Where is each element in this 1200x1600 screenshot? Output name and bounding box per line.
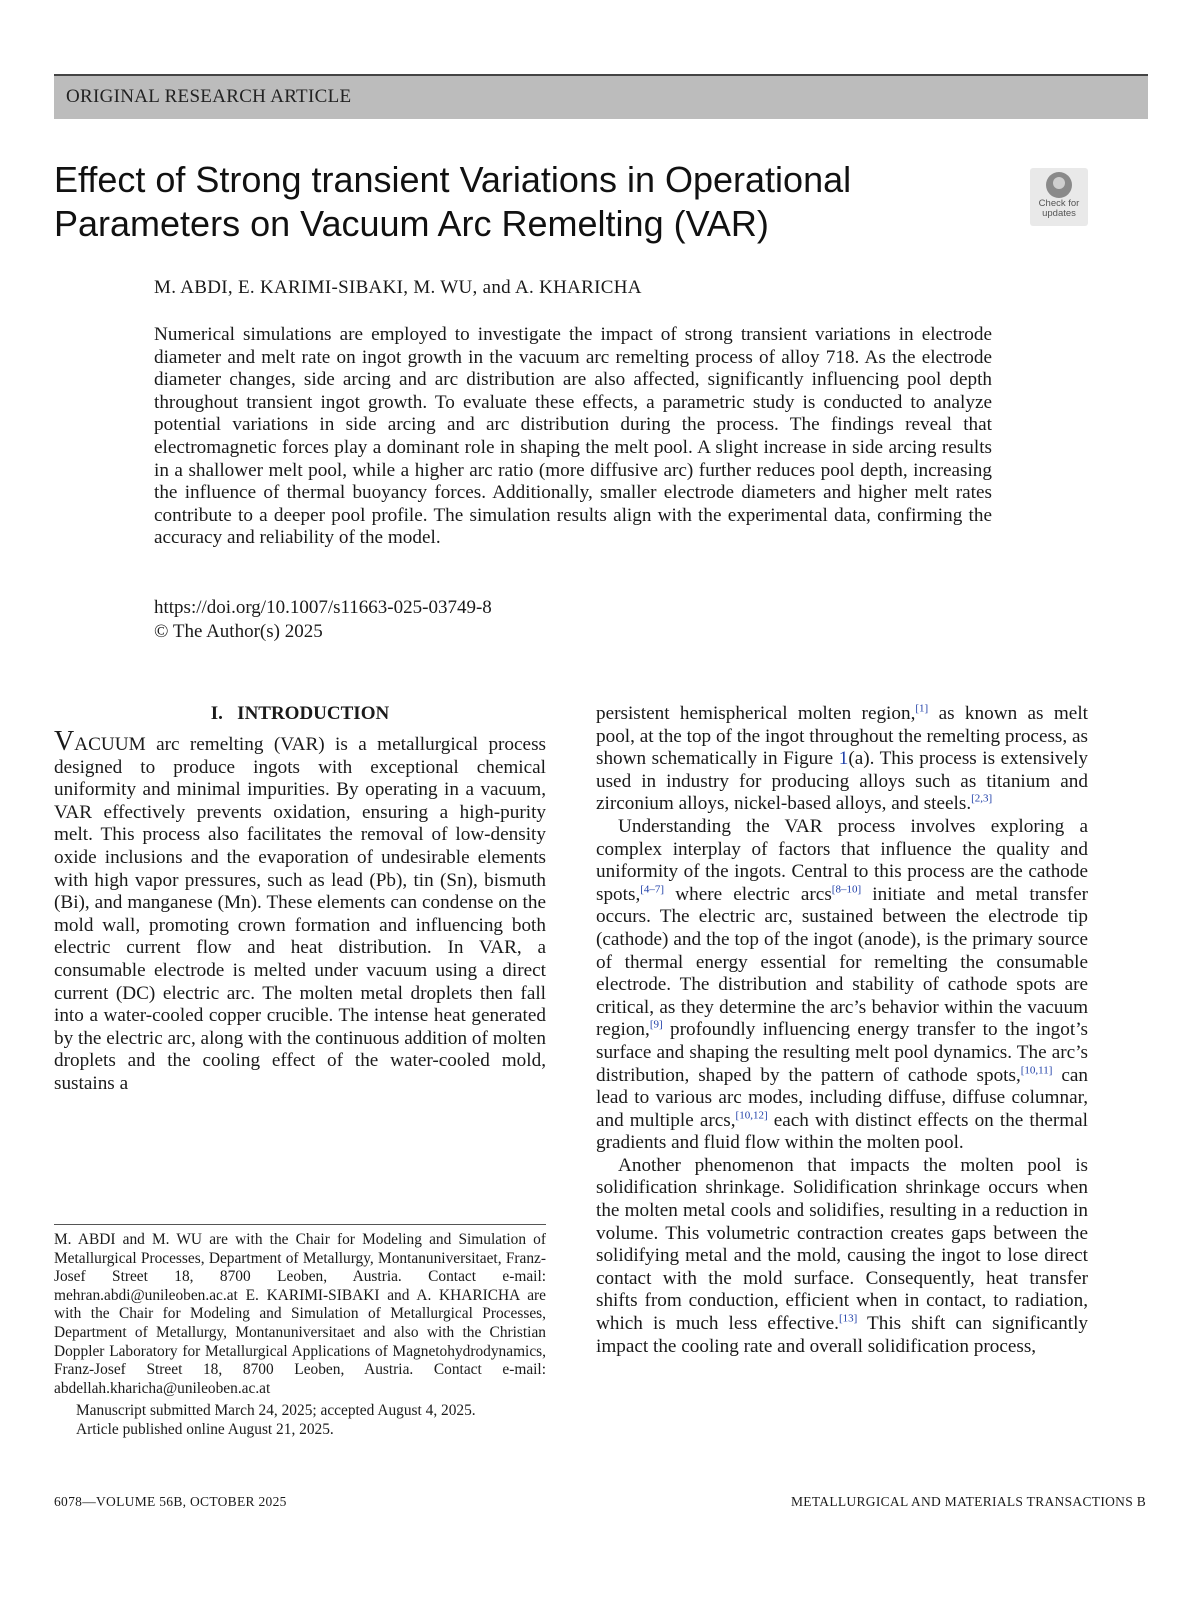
article-title: Effect of Strong transient Variations in Operational Parameters on Vacuum Arc Remelting (VAR) bbox=[54, 159, 852, 244]
article-type-banner bbox=[54, 74, 1148, 119]
smallcaps-lead: ACUUM bbox=[74, 734, 146, 755]
right-paragraph-3 bbox=[596, 1155, 1088, 1358]
text-run: persistent hemispherical molten region, bbox=[596, 703, 916, 724]
footer-page-volume: 6078—VOLUME 56B, OCTOBER 2025 bbox=[54, 1494, 287, 1509]
right-paragraph-1 bbox=[596, 703, 1088, 816]
citation-ref[interactable]: [13] bbox=[838, 1312, 858, 1325]
footnotes bbox=[54, 1224, 546, 1440]
submission-dates: Manuscript submitted March 24, 2025; accepted August 4, 2025. bbox=[76, 1402, 476, 1420]
text-run: where electric arcs bbox=[664, 883, 832, 905]
check-badge-line2: updates bbox=[1042, 208, 1076, 219]
text-run: as known as melt pool, at the top of the ingot throughout the remelting process, as shown schematically in Figure bbox=[596, 703, 1088, 770]
text-run: Understanding the VAR process involves exploring a complex interplay of factors that influence the quality and uniformity of the ingots. Central to this process are the cathode spots, bbox=[596, 815, 1088, 905]
check-for-updates-badge[interactable] bbox=[1030, 168, 1088, 226]
citation-ref[interactable]: [2,3] bbox=[971, 792, 993, 805]
right-column bbox=[596, 703, 1088, 1358]
citation-ref[interactable]: [4–7] bbox=[640, 883, 665, 896]
text-run: can lead to various arc modes, including diffuse, diffuse columnar, and multiple arcs, bbox=[596, 1064, 1088, 1131]
text-run: initiate and metal transfer occurs. The electric arc, sustained between the electrode tip (cathode) and the top of the ingot (anode), is the primary source of thermal energy essential for remelting the consumable electrode. The distribution and stability of cathode spots are critical, as they determine the arc’s behavior within the vacuum region, bbox=[596, 883, 1088, 1041]
check-badge-line1: Check for bbox=[1038, 198, 1080, 209]
intro-text-1: arc remelting (VAR) is a metallurgical process designed to produce ingots with exceptional chemical uniformity and minimal impurities. By operating in a vacuum, VAR effectively prevents oxidation, ensuring a high-purity melt. This process also facilitates the removal of low-density oxide inclusions and the evaporation of undesirable elements with high vapor pressures, such as lead (Pb), tin (Sn), bismuth (Bi), and manganese (Mn). These elements can condense on the mold wall, promoting crown formation and influencing both electric current flow and heat distribution. In VAR, a consumable electrode is melted under vacuum using a direct current (DC) electric arc. The molten metal droplets then fall into a water-cooled copper crucible. The intense heat generated by the electric arc, along with the continuous addition of molten droplets and the cooling effect of the water-cooled mold, sustains a bbox=[54, 734, 546, 1094]
text-run: each with distinct effects on the thermal gradients and fluid flow within the molten pool. bbox=[596, 1109, 1089, 1154]
dropcap: V bbox=[54, 726, 75, 757]
figure-link[interactable]: 1 bbox=[838, 748, 849, 770]
text-run: This shift can significantly impact the cooling rate and overall solidification process, bbox=[596, 1313, 1088, 1357]
publication-date: Article published online August 21, 2025. bbox=[76, 1420, 334, 1438]
text-run: (a). This process is extensively used in industry for producing alloys such as titanium and zirconium alloys, nickel-based alloys, and steels. bbox=[596, 748, 1088, 815]
citation-ref[interactable]: [9] bbox=[649, 1018, 663, 1031]
affiliation-note: M. ABDI and M. WU are with the Chair for Modeling and Simulation of Metallurgical Processes, Department of Metallurgy, Montanuniversitaet, Franz-Josef Street 18, 8700 Leoben, Austria. Contact e-mail: mehran.abdi@unileoben.ac.at E. KARIMI-SIBAKI and A. KHARICHA are with the Chair for Modeling and Simulation of Metallurgical Processes, Department of Metallurgy, Montanuniversitaet and also with the Christian Doppler Laboratory for Metallurgical Applications of Magnetohydrodynamics, Franz-Josef Street 18, 8700 Leoben, Austria. Contact e-mail: abdellah.kharicha@unileoben.ac.at bbox=[54, 1231, 546, 1397]
doi-link[interactable]: https://doi.org/10.1007/s11663-025-03749-8 bbox=[154, 597, 492, 618]
citation-ref[interactable]: [1] bbox=[915, 702, 929, 715]
citation-ref[interactable]: [10,12] bbox=[735, 1109, 768, 1122]
abstract: Numerical simulations are employed to investigate the impact of strong transient variations in electrode diameter and melt rate on ingot growth in the vacuum arc remelting process of alloy 718. As the electrode diameter changes, side arcing and arc distribution are also affected, significantly influencing pool depth throughout transient ingot growth. To evaluate these effects, a parametric study is conducted to analyze potential variations in side arcing and arc distribution during the process. The findings reveal that electromagnetic forces play a dominant role in shaping the melt pool. A slight increase in side arcing results in a shallower melt pool, while a higher arc ratio (more diffusive arc) further reduces pool depth, increasing the influence of thermal buoyancy forces. Additionally, smaller electrode diameters and higher melt rates contribute to a deeper pool profile. The simulation results align with the experimental data, confirming the accuracy and reliability of the model. bbox=[154, 324, 992, 549]
text-run: Another phenomenon that impacts the molten pool is solidification shrinkage. Solidification shrinkage occurs when the molten metal cools and solidifies, resulting in a reduction in volume. This volumetric contraction creates gaps between the solidifying metal and the mold, causing the ingot to lose direct contact with the mold surface. Consequently, heat transfer shifts from conduction, efficient when in contact, to radiation, which is much less effective. bbox=[596, 1154, 1088, 1335]
section-heading: I. INTRODUCTION bbox=[210, 703, 390, 724]
intro-paragraph-1 bbox=[54, 726, 546, 1096]
text-run: profoundly influencing energy transfer to the ingot’s surface and shaping the resulting melt pool dynamics. The arc’s distribution, shaped by the pattern of cathode spots, bbox=[596, 1019, 1088, 1086]
right-paragraph-2 bbox=[596, 816, 1088, 1155]
left-column bbox=[54, 703, 546, 1096]
citation-ref[interactable]: [8–10] bbox=[831, 883, 862, 896]
doi-block bbox=[154, 596, 492, 644]
author-list: M. ABDI, E. KARIMI-SIBAKI, M. WU, and A. KHARICHA bbox=[154, 277, 642, 298]
copyright-notice: © The Author(s) 2025 bbox=[154, 621, 323, 642]
article-type-label: ORIGINAL RESEARCH ARTICLE bbox=[66, 86, 352, 107]
citation-ref[interactable]: [10,11] bbox=[1020, 1064, 1053, 1077]
check-for-updates-icon bbox=[1046, 172, 1072, 198]
footer-journal-name: METALLURGICAL AND MATERIALS TRANSACTIONS B bbox=[790, 1494, 1146, 1509]
